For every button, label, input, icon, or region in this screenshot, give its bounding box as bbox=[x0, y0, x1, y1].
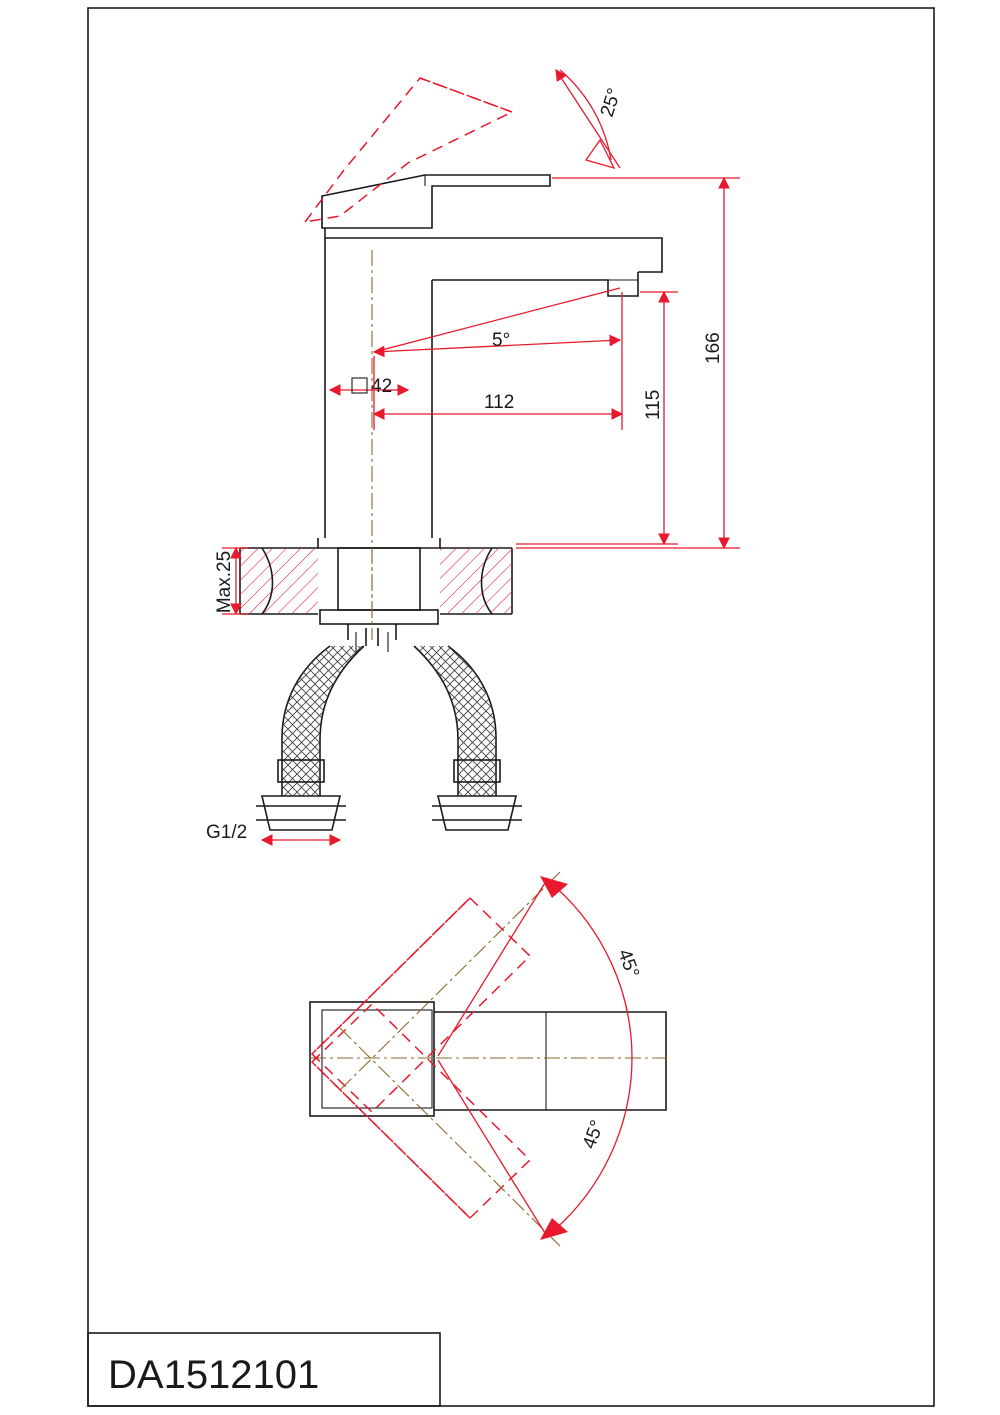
label-swivel-left: 45° bbox=[613, 946, 643, 981]
label-deck-thickness: Max.25 bbox=[214, 550, 235, 614]
title-block bbox=[108, 1353, 319, 1397]
mounting-deck bbox=[240, 548, 512, 614]
total-height-166-annotation bbox=[516, 178, 740, 548]
label-handle-angle: 25° bbox=[596, 85, 626, 120]
body-width-42-annotation bbox=[330, 376, 408, 397]
spout-reach-112-annotation bbox=[374, 292, 622, 430]
part-number-label: DA1512101 bbox=[108, 1353, 320, 1397]
label-swivel-right: 45° bbox=[578, 1117, 609, 1152]
plan-swivel-left-ghost bbox=[312, 898, 530, 1112]
lever-handle-raised-ghost bbox=[305, 78, 512, 222]
label-spout-reach: 112 bbox=[484, 392, 515, 413]
supply-thread-annotation bbox=[206, 822, 340, 843]
label-supply-thread: G1/2 bbox=[206, 822, 248, 843]
top-plan-view bbox=[310, 872, 666, 1246]
label-spout-height: 115 bbox=[643, 389, 664, 420]
front-elevation-view bbox=[206, 70, 740, 843]
sheet-border bbox=[88, 8, 934, 1406]
plan-outline bbox=[310, 1002, 666, 1116]
label-total-height: 166 bbox=[703, 332, 724, 364]
plan-centerlines-ghost bbox=[340, 872, 560, 1246]
label-body-width: 42 bbox=[371, 376, 393, 397]
lever-handle bbox=[322, 175, 550, 228]
square-symbol-icon bbox=[352, 378, 367, 393]
spout-height-115-annotation bbox=[516, 292, 678, 544]
handle-angle-25-annotation bbox=[556, 70, 626, 168]
plan-swivel-right-ghost bbox=[312, 1004, 530, 1218]
label-spout-angle: 5° bbox=[492, 330, 511, 351]
braided-supply-hoses bbox=[256, 624, 522, 830]
faucet-body bbox=[318, 228, 662, 548]
mounting-shank bbox=[320, 548, 438, 624]
spout-angle-5-annotation bbox=[374, 288, 620, 352]
